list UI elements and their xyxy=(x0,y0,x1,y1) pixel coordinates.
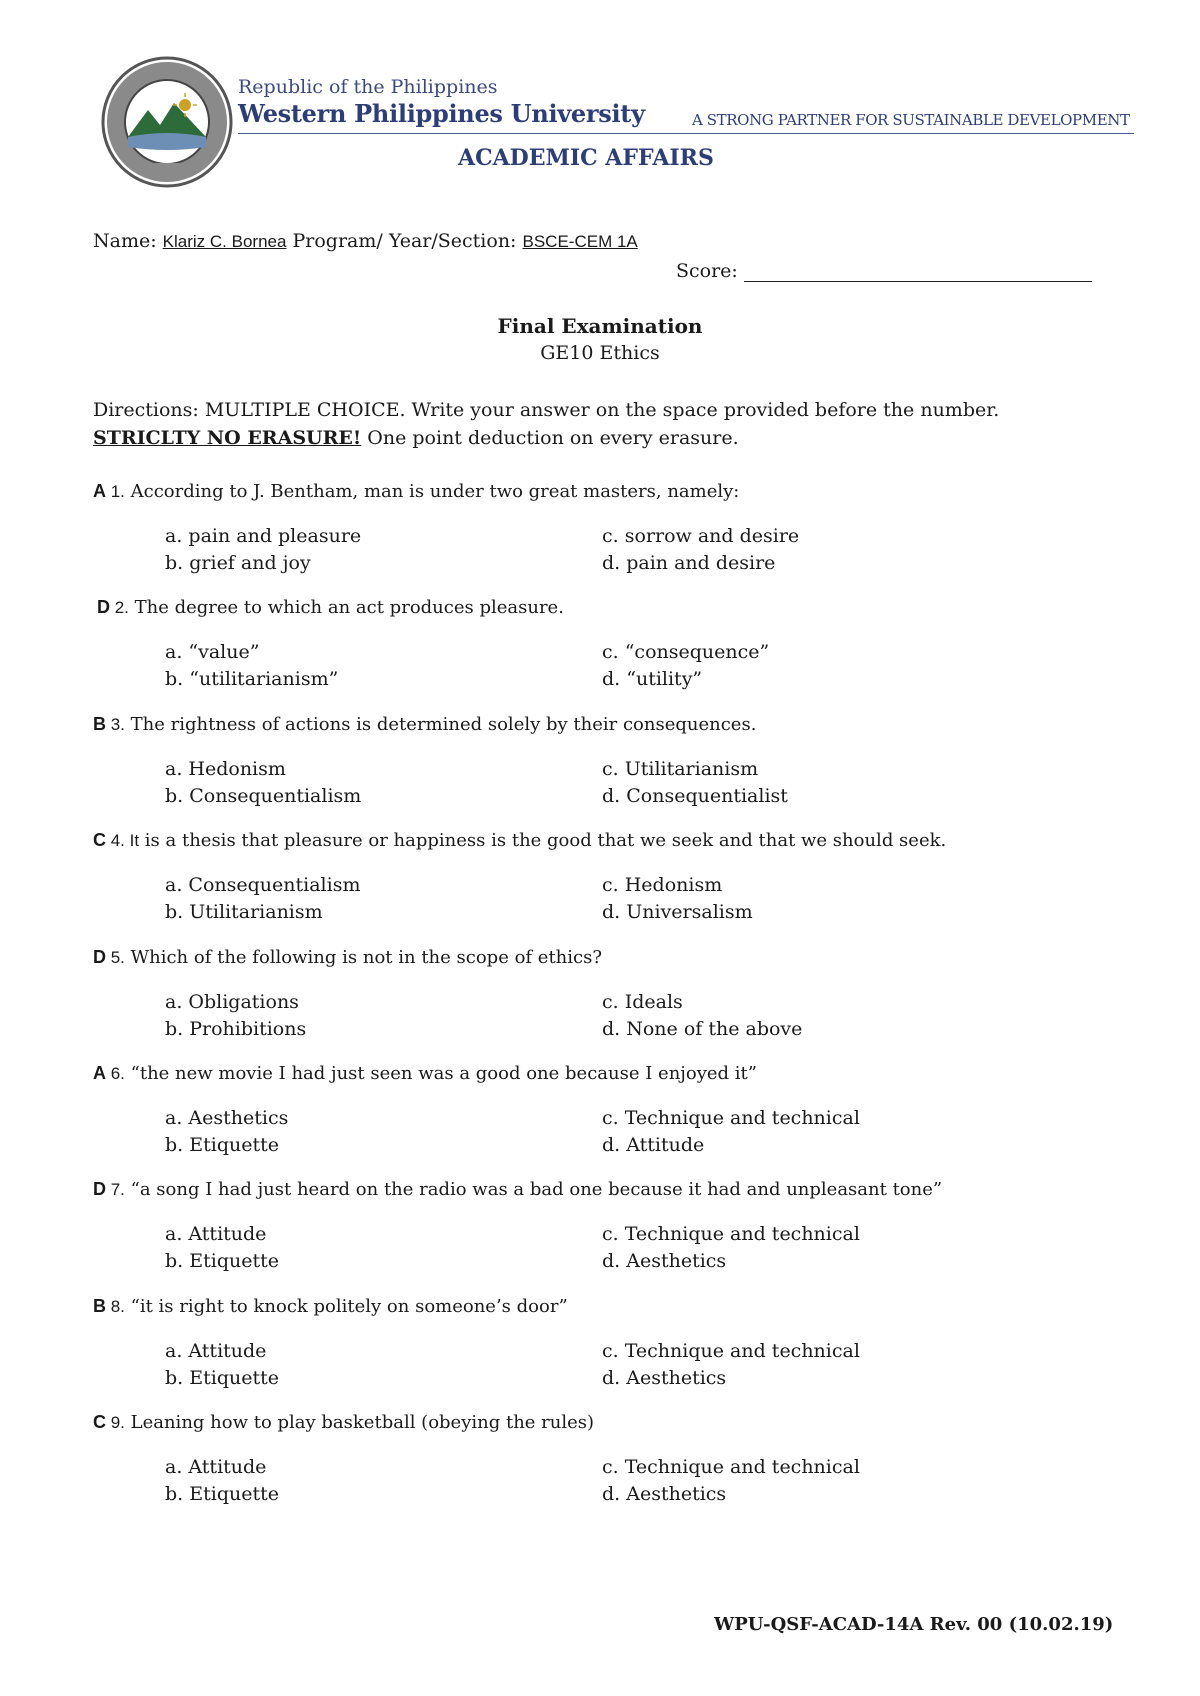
question-5 xyxy=(93,947,602,968)
question-9 xyxy=(93,1412,594,1433)
option-c: c. Technique and technical xyxy=(602,1107,860,1129)
question-3 xyxy=(93,714,756,735)
question-2 xyxy=(97,597,564,618)
question-number: 3. xyxy=(106,715,125,734)
option-a: a. Obligations xyxy=(165,991,299,1013)
option-c: c. Technique and technical xyxy=(602,1340,860,1362)
option-c: c. sorrow and desire xyxy=(602,525,800,547)
question-text: is a thesis that pleasure or happiness is the good that we seek and that we should seek. xyxy=(139,830,947,851)
question-text: The rightness of actions is determined solely by their consequences. xyxy=(124,714,757,735)
question-4 xyxy=(93,830,946,851)
question-7 xyxy=(93,1179,942,1200)
question-number: 1. xyxy=(106,482,125,501)
program-value: BSCE-CEM 1A xyxy=(522,232,638,251)
option-d: d. Universalism xyxy=(602,901,753,923)
option-d: d. Consequentialist xyxy=(602,785,788,807)
option-c: c. Utilitarianism xyxy=(602,758,759,780)
question-lead: It xyxy=(124,831,140,850)
option-c: c. Technique and technical xyxy=(602,1223,860,1245)
option-c: c. Ideals xyxy=(602,991,683,1013)
answer-mark: B xyxy=(93,1296,106,1316)
answer-mark: C xyxy=(93,1412,106,1432)
university-tagline: A STRONG PARTNER FOR SUSTAINABLE DEVELOPMENT xyxy=(692,111,1130,129)
option-b: b. Etiquette xyxy=(165,1367,279,1389)
option-b: b. Prohibitions xyxy=(165,1018,307,1040)
answer-mark: A xyxy=(93,1063,106,1083)
score-blank xyxy=(744,261,1092,282)
option-b: b. Etiquette xyxy=(165,1134,279,1156)
score-field xyxy=(676,260,1092,282)
directions-text: Directions: MULTIPLE CHOICE. Write your answer on the space provided before the number. xyxy=(93,399,1000,421)
option-b: b. Etiquette xyxy=(165,1483,279,1505)
answer-mark: C xyxy=(93,830,106,850)
question-number: 4. xyxy=(106,831,125,850)
option-a: a. Aesthetics xyxy=(165,1107,289,1129)
question-number: 8. xyxy=(106,1297,125,1316)
option-d: d. pain and desire xyxy=(602,552,776,574)
question-text: “the new movie I had just seen was a good one because I enjoyed it” xyxy=(124,1063,757,1084)
option-d: d. None of the above xyxy=(602,1018,803,1040)
university-seal-logo xyxy=(100,55,234,189)
question-1 xyxy=(93,481,739,502)
answer-mark: B xyxy=(93,714,106,734)
option-a: a. Hedonism xyxy=(165,758,286,780)
option-d: d. Aesthetics xyxy=(602,1483,727,1505)
question-number: 9. xyxy=(106,1413,125,1432)
exam-title: Final Examination xyxy=(497,314,703,338)
question-text: Leaning how to play basketball (obeying the rules) xyxy=(124,1412,595,1433)
score-label: Score: xyxy=(676,260,738,282)
name-value: Klariz C. Bornea xyxy=(162,232,287,251)
option-d: d. Aesthetics xyxy=(602,1250,727,1272)
option-c: c. “consequence” xyxy=(602,641,770,663)
option-b: b. Etiquette xyxy=(165,1250,279,1272)
question-text: Which of the following is not in the scope of ethics? xyxy=(124,947,602,968)
option-b: b. grief and joy xyxy=(165,552,311,574)
exam-subject: GE10 Ethics xyxy=(540,342,660,364)
answer-mark: D xyxy=(93,947,106,967)
directions xyxy=(93,396,1090,452)
name-label: Name: xyxy=(93,230,163,252)
answer-mark: A xyxy=(93,481,106,501)
option-c: c. Hedonism xyxy=(602,874,723,896)
question-text: “a song I had just heard on the radio was a bad one because it had and unpleasant tone” xyxy=(124,1179,943,1200)
option-b: b. “utilitarianism” xyxy=(165,668,339,690)
answer-mark: D xyxy=(97,597,110,617)
answer-mark: D xyxy=(93,1179,106,1199)
erasure-note: One point deduction on every erasure. xyxy=(361,427,739,449)
option-a: a. “value” xyxy=(165,641,260,663)
option-a: a. Consequentialism xyxy=(165,874,361,896)
option-a: a. Attitude xyxy=(165,1456,267,1478)
option-d: d. “utility” xyxy=(602,668,703,690)
option-a: a. Attitude xyxy=(165,1340,267,1362)
option-a: a. Attitude xyxy=(165,1223,267,1245)
no-erasure-warning: STRICLTY NO ERASURE! xyxy=(93,427,362,449)
option-d: d. Attitude xyxy=(602,1134,705,1156)
question-text: The degree to which an act produces pleasure. xyxy=(128,597,564,618)
option-a: a. pain and pleasure xyxy=(165,525,362,547)
question-6 xyxy=(93,1063,757,1084)
question-number: 2. xyxy=(110,598,129,617)
student-info xyxy=(93,230,638,252)
option-d: d. Aesthetics xyxy=(602,1367,727,1389)
question-number: 7. xyxy=(106,1180,125,1199)
form-code: WPU-QSF-ACAD-14A Rev. 00 (10.02.19) xyxy=(714,1614,1114,1635)
option-b: b. Utilitarianism xyxy=(165,901,323,923)
question-number: 6. xyxy=(106,1064,125,1083)
university-name: Western Philippines University xyxy=(238,99,645,128)
question-number: 5. xyxy=(106,948,125,967)
republic-label: Republic of the Philippines xyxy=(238,76,498,98)
option-b: b. Consequentialism xyxy=(165,785,362,807)
office-title: ACADEMIC AFFAIRS xyxy=(458,145,714,171)
program-label: Program/ Year/Section: xyxy=(286,230,523,252)
question-8 xyxy=(93,1296,568,1317)
option-c: c. Technique and technical xyxy=(602,1456,860,1478)
header-rule xyxy=(238,133,1134,134)
question-text: “it is right to knock politely on someone’s door” xyxy=(124,1296,568,1317)
question-text: According to J. Bentham, man is under two great masters, namely: xyxy=(124,481,740,502)
